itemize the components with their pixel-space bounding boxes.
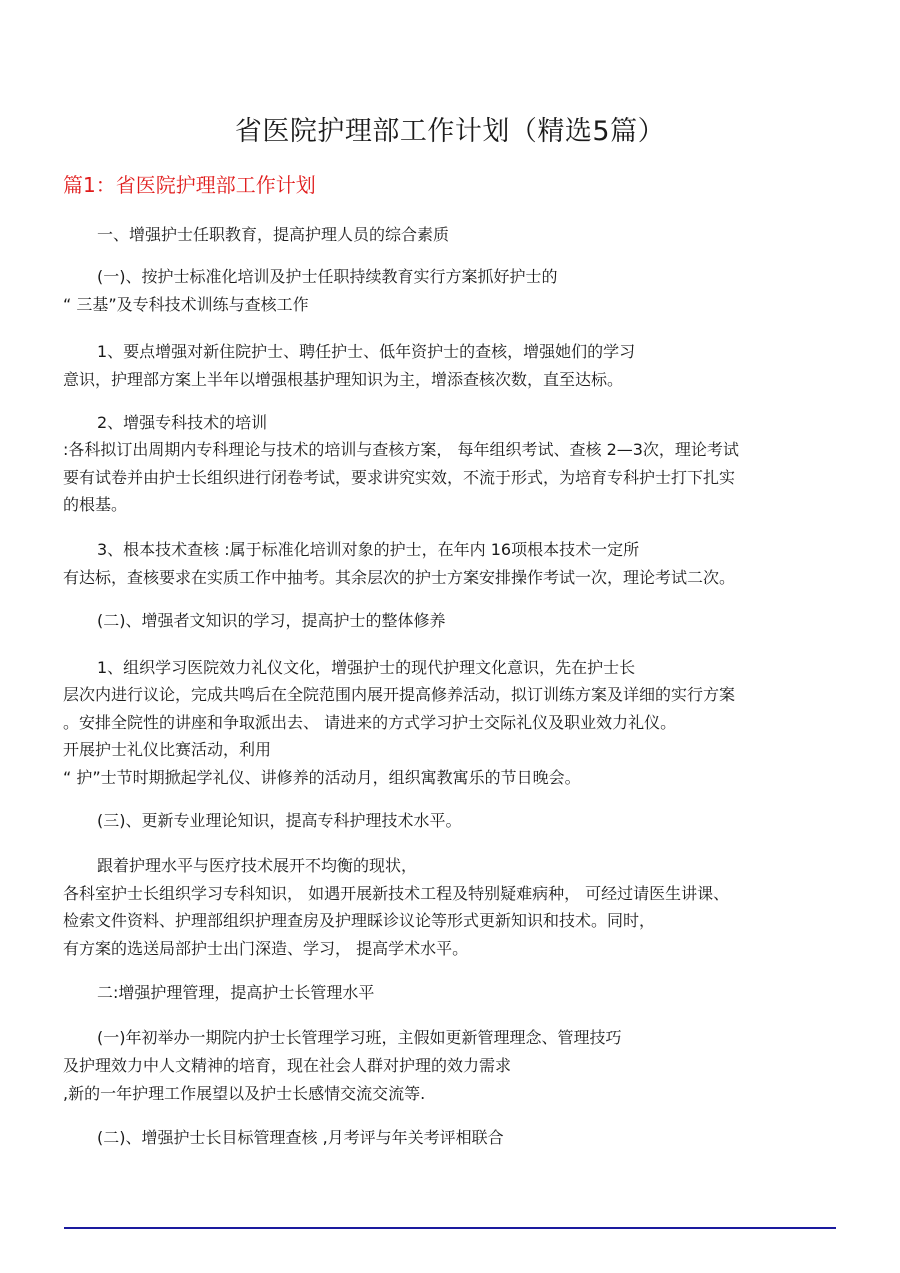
text-line: 有达标，查核要求在实质工作中抽考。其余层次的护士方案安排操作考试一次，理论考试二次。 xyxy=(63,568,736,587)
text-line: 要有试卷并由护士长组织进行闭卷考试，要求讲究实效，不流于形式，为培育专科护士打下扎实 xyxy=(63,468,736,487)
text-line: 3、根本技术查核 :属于标准化培训对象的护士，在年内 16项根本技术一定所 xyxy=(97,540,640,559)
text-line: 检索文件资料、护理部组织护理查房及护理睬诊议论等形式更新知识和技术。同时， xyxy=(63,911,656,930)
footer-rule xyxy=(64,1227,836,1229)
text-line: 开展护士礼仪比赛活动，利用 xyxy=(63,740,272,759)
text-line: 。安排全院性的讲座和争取派出去、 请进来的方式学习护士交际礼仪及职业效力礼仪。 xyxy=(63,713,677,732)
text-line: (二)、增强护士长目标管理查核 ,月考评与年关考评相联合 xyxy=(97,1128,504,1147)
section-title: 篇1：省医院护理部工作计划 xyxy=(63,173,316,197)
text-line: 及护理效力中人文精神的培育，现在社会人群对护理的效力需求 xyxy=(63,1056,512,1075)
text-line: (二)、增强者文知识的学习，提高护士的整体修养 xyxy=(97,611,446,630)
text-line: 意识，护理部方案上半年以增强根基护理知识为主，增添查核次数，直至达标。 xyxy=(63,370,624,389)
text-line: 有方案的选送局部护士出门深造、学习， 提高学术水平。 xyxy=(63,939,469,958)
text-line: 1、组织学习医院效力礼仪文化，增强护士的现代护理文化意识，先在护士长 xyxy=(97,658,636,677)
text-line: :各科拟订出周期内专科理论与技术的培训与查核方案， 每年组织考试、查核 2—3次，理论考试 xyxy=(63,440,739,459)
text-line: “ 护”士节时期掀起学礼仪、讲修养的活动月，组织寓教寓乐的节日晚会。 xyxy=(63,768,581,787)
text-line: 一、增强护士任职教育，提高护理人员的综合素质 xyxy=(97,225,450,244)
text-line: 各科室护士长组织学习专科知识， 如遇开展新技术工程及特别疑难病种， 可经过请医生讲课、 xyxy=(63,884,730,903)
text-line: 2、增强专科技术的培训 xyxy=(97,413,268,432)
text-line: (一)年初举办一期院内护士长管理学习班，主假如更新管理理念、管理技巧 xyxy=(97,1028,622,1047)
page-title: 省医院护理部工作计划（精选5篇） xyxy=(234,116,666,147)
text-line: ,新的一年护理工作展望以及护士长感情交流交流等. xyxy=(63,1084,426,1103)
text-line: “ 三基”及专科技术训练与查核工作 xyxy=(63,295,309,314)
text-line: (一)、按护士标准化培训及护士任职持续教育实行方案抓好护士的 xyxy=(97,267,558,286)
text-line: 的根基。 xyxy=(63,495,128,514)
text-line: 二:增强护理管理，提高护士长管理水平 xyxy=(97,983,375,1002)
text-line: 1、要点增强对新住院护士、聘任护士、低年资护士的查核，增强她们的学习 xyxy=(97,342,636,361)
text-line: 跟着护理水平与医疗技术展开不均衡的现状， xyxy=(97,856,418,875)
text-line: (三)、更新专业理论知识，提高专科护理技术水平。 xyxy=(97,811,462,830)
text-line: 层次内进行议论，完成共鸣后在全院范围内展开提高修养活动，拟订训练方案及详细的实行方案 xyxy=(63,685,736,704)
